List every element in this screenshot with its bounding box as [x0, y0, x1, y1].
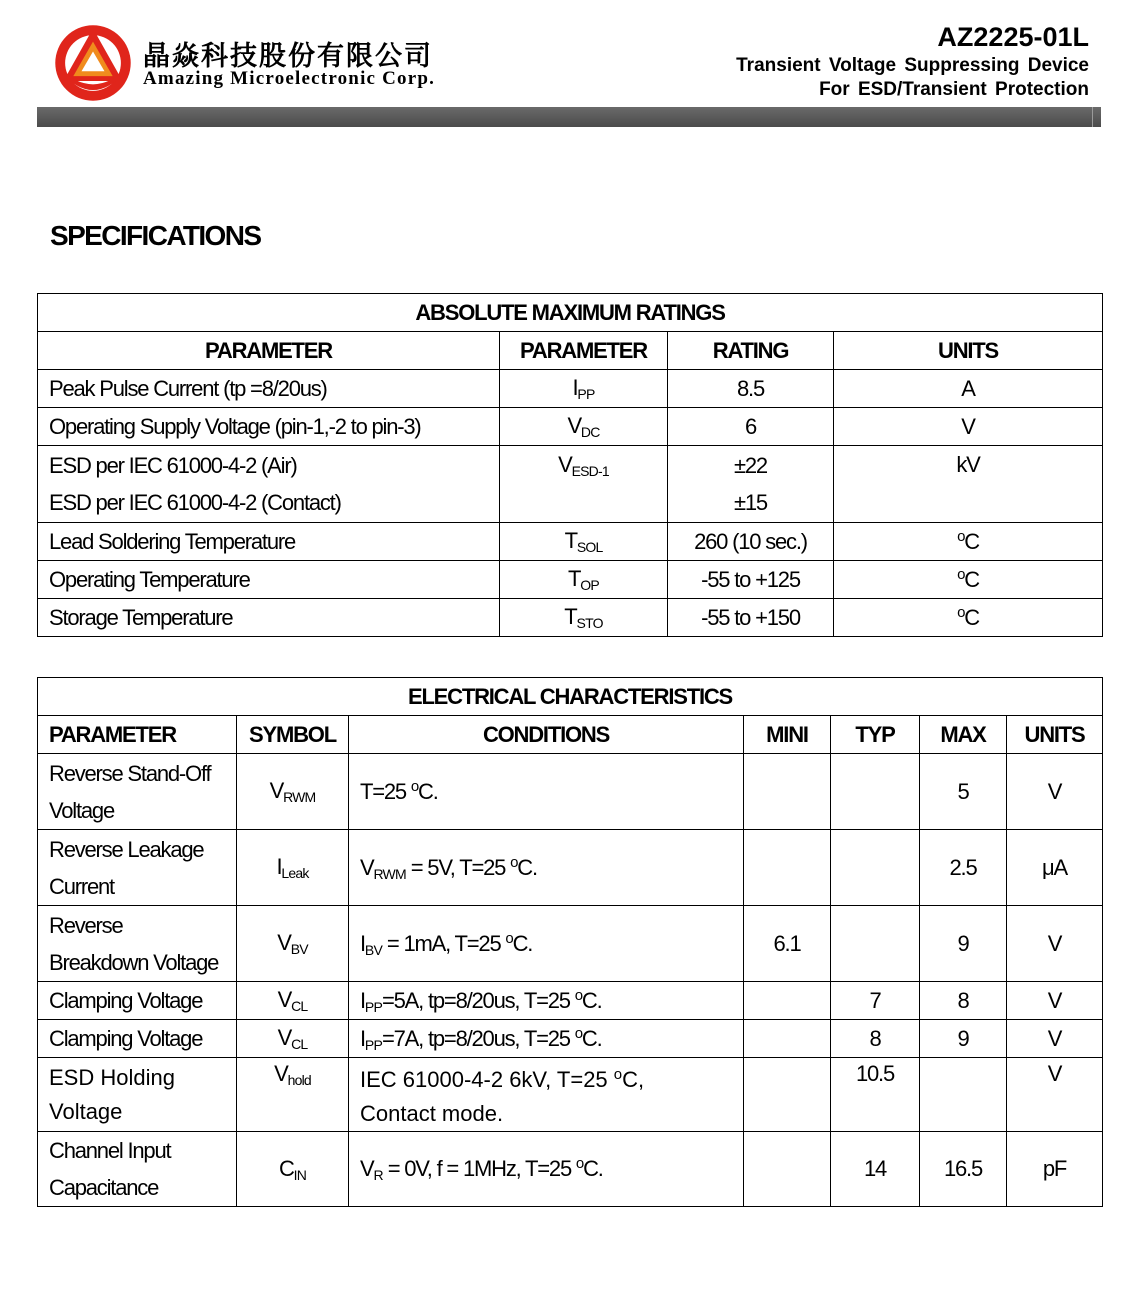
table-caption-row	[38, 294, 1103, 332]
max-cell	[920, 1058, 1007, 1132]
units-cell: μA	[1007, 830, 1103, 906]
table-caption: ELECTRICAL CHARACTERISTICS	[38, 678, 1103, 716]
units-cell: $^o$C	[834, 599, 1103, 637]
max-cell: 9	[920, 906, 1007, 982]
symbol-cell: $V_{CL}$	[237, 982, 349, 1020]
symbol-cell: $V_{hold}$	[237, 1058, 349, 1132]
table-row	[38, 830, 1103, 906]
rating-cell: ±22 ±15	[668, 446, 834, 523]
column-header: MAX	[920, 716, 1007, 754]
conditions-cell: IEC 61000-4-2 6kV, T=25 $^o$C, Contact mode.	[349, 1058, 744, 1132]
parameter-cell: Storage Temperature	[38, 599, 500, 637]
min-cell	[744, 754, 831, 830]
table-caption: ABSOLUTE MAXIMUM RATINGS	[38, 294, 1103, 332]
company-name-cn: 晶焱科技股份有限公司	[143, 41, 433, 72]
parameter-cell: Clamping Voltage	[38, 982, 237, 1020]
column-header: PARAMETER	[38, 716, 237, 754]
symbol-cell: $C_{IN}$	[237, 1132, 349, 1207]
min-cell: 6.1	[744, 906, 831, 982]
symbol-cell: $V_{RWM}$	[237, 754, 349, 830]
min-cell	[744, 1020, 831, 1058]
part-number: AZ2225-01L	[937, 22, 1089, 52]
column-header: CONDITIONS	[349, 716, 744, 754]
parameter-cell: Reverse Leakage Current	[38, 830, 237, 906]
rating-cell: 6	[668, 408, 834, 446]
device-description-line1: Transient Voltage Suppressing Device	[736, 55, 1089, 76]
parameter-cell: Channel Input Capacitance	[38, 1132, 237, 1207]
table-row	[38, 754, 1103, 830]
company-logo-icon	[52, 22, 134, 104]
table-row	[38, 446, 1103, 523]
column-header: TYP	[831, 716, 920, 754]
units-cell: $^o$C	[834, 523, 1103, 561]
typ-cell	[831, 906, 920, 982]
table-row	[38, 599, 1103, 637]
parameter-cell: Reverse Breakdown Voltage	[38, 906, 237, 982]
table-row	[38, 523, 1103, 561]
typ-cell: 7	[831, 982, 920, 1020]
units-cell: pF	[1007, 1132, 1103, 1207]
device-description-line2: For ESD/Transient Protection	[819, 79, 1089, 100]
column-header: MINI	[744, 716, 831, 754]
absolute-max-ratings-table	[37, 293, 1103, 637]
conditions-cell: $I_{BV} = 1mA$, T=25 $^o$C.	[349, 906, 744, 982]
table-row	[38, 408, 1103, 446]
units-cell: A	[834, 370, 1103, 408]
symbol-cell: $I_{PP}$	[500, 370, 668, 408]
typ-cell	[831, 754, 920, 830]
units-cell: V	[1007, 1058, 1103, 1132]
table-row	[38, 561, 1103, 599]
symbol-cell: $T_{SOL}$	[500, 523, 668, 561]
column-header: UNITS	[1007, 716, 1103, 754]
units-cell: $^o$C	[834, 561, 1103, 599]
electrical-characteristics-table	[37, 677, 1103, 1207]
company-name-en: Amazing Microelectronic Corp.	[143, 68, 436, 89]
header-divider-bar	[37, 107, 1101, 127]
parameter-cell: Operating Temperature	[38, 561, 500, 599]
units-cell: kV	[834, 446, 1103, 523]
table-header-row	[38, 332, 1103, 370]
symbol-cell: $V_{DC}$	[500, 408, 668, 446]
column-header: UNITS	[834, 332, 1103, 370]
conditions-cell: $V_{RWM} = 5V$, T=25 $^o$C.	[349, 830, 744, 906]
table-row	[38, 906, 1103, 982]
conditions-cell: $I_{PP}=7A$, tp=8/20us, T=25 $^o$C.	[349, 1020, 744, 1058]
max-cell: 8	[920, 982, 1007, 1020]
max-cell: 9	[920, 1020, 1007, 1058]
min-cell	[744, 1058, 831, 1132]
symbol-cell: $V_{BV}$	[237, 906, 349, 982]
min-cell	[744, 1132, 831, 1207]
units-cell: V	[1007, 982, 1103, 1020]
column-header: PARAMETER	[38, 332, 500, 370]
column-header: PARAMETER	[500, 332, 668, 370]
rating-cell: 8.5	[668, 370, 834, 408]
table-row	[38, 1132, 1103, 1207]
units-cell: V	[1007, 754, 1103, 830]
table-row	[38, 982, 1103, 1020]
symbol-cell: $V_{ESD-1}$	[500, 446, 668, 523]
symbol-cell: $T_{OP}$	[500, 561, 668, 599]
symbol-cell: $I_{Leak}$	[237, 830, 349, 906]
units-cell: V	[1007, 1020, 1103, 1058]
column-header: SYMBOL	[237, 716, 349, 754]
column-header: RATING	[668, 332, 834, 370]
units-cell: V	[834, 408, 1103, 446]
parameter-cell: Operating Supply Voltage (pin-1,-2 to pin-3)	[38, 408, 500, 446]
rating-cell: 260 (10 sec.)	[668, 523, 834, 561]
table-row	[38, 1020, 1103, 1058]
max-cell: 2.5	[920, 830, 1007, 906]
conditions-cell: T=25 $^o$C.	[349, 754, 744, 830]
parameter-cell: Clamping Voltage	[38, 1020, 237, 1058]
parameter-cell: ESD Holding Voltage	[38, 1058, 237, 1132]
max-cell: 16.5	[920, 1132, 1007, 1207]
conditions-cell: $I_{PP}=5A$, tp=8/20us, T=25 $^o$C.	[349, 982, 744, 1020]
section-title: SPECIFICATIONS	[50, 220, 261, 251]
min-cell	[744, 830, 831, 906]
rating-cell: -55 to +125	[668, 561, 834, 599]
symbol-cell: $T_{STO}$	[500, 599, 668, 637]
parameter-cell: Reverse Stand-Off Voltage	[38, 754, 237, 830]
typ-cell: 8	[831, 1020, 920, 1058]
table-header-row	[38, 716, 1103, 754]
typ-cell: 14	[831, 1132, 920, 1207]
table-caption-row	[38, 678, 1103, 716]
typ-cell	[831, 830, 920, 906]
typ-cell: 10.5	[831, 1058, 920, 1132]
min-cell	[744, 982, 831, 1020]
table-row	[38, 370, 1103, 408]
max-cell: 5	[920, 754, 1007, 830]
parameter-cell: ESD per IEC 61000-4-2 (Air) ESD per IEC 61000-4-2 (Contact)	[38, 446, 500, 523]
rating-cell: -55 to +150	[668, 599, 834, 637]
parameter-cell: Lead Soldering Temperature	[38, 523, 500, 561]
symbol-cell: $V_{CL}$	[237, 1020, 349, 1058]
parameter-cell: Peak Pulse Current (tp =8/20us)	[38, 370, 500, 408]
units-cell: V	[1007, 906, 1103, 982]
conditions-cell: $V_R = 0V$, f = 1MHz, T=25 $^o$C.	[349, 1132, 744, 1207]
table-row	[38, 1058, 1103, 1132]
